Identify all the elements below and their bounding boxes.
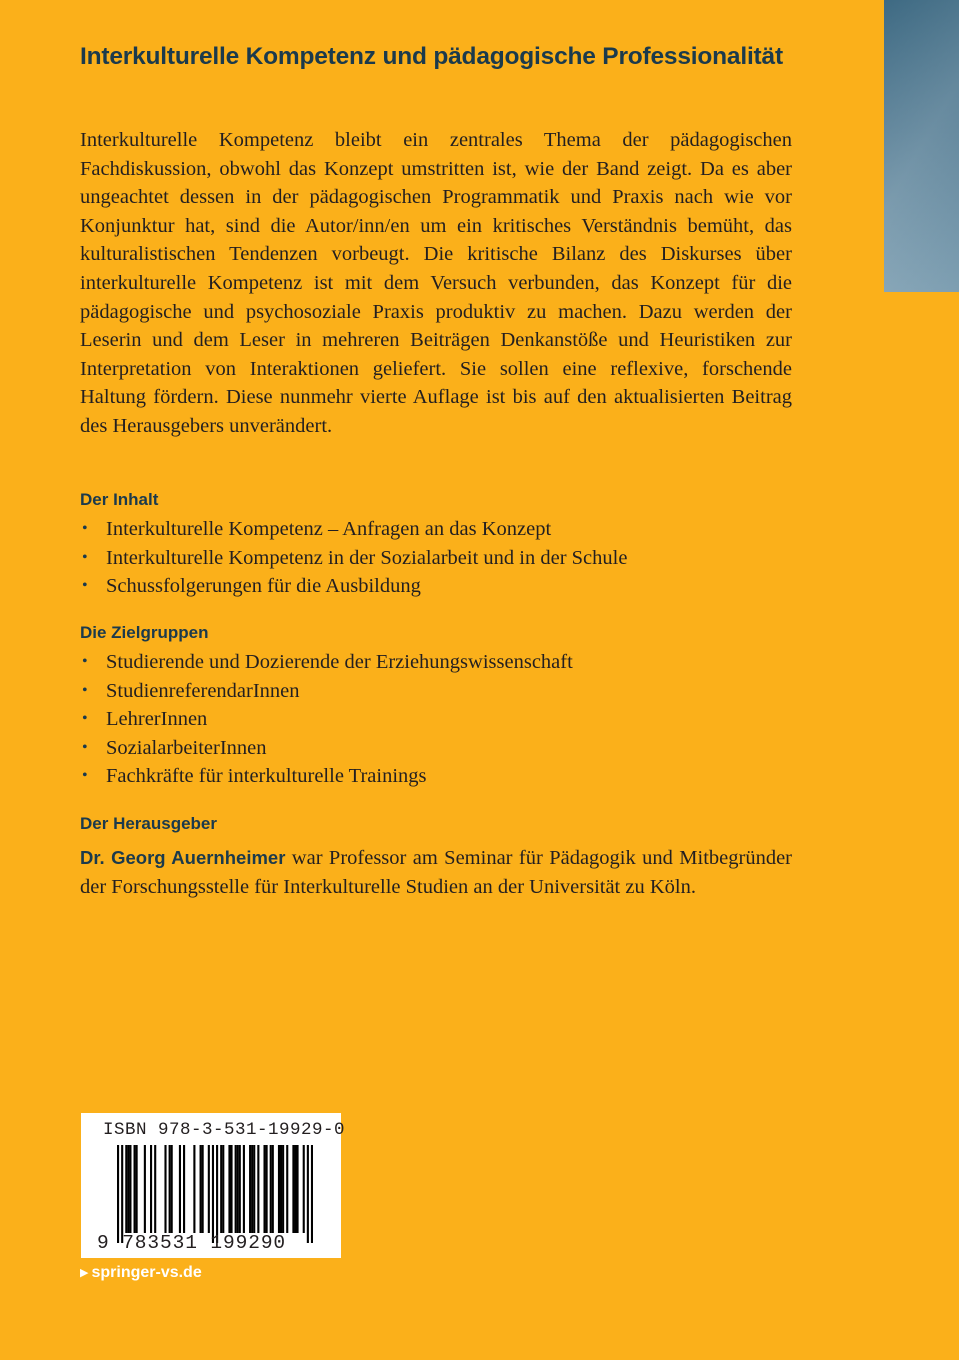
editor-bio-text: war Professor am Seminar für Pädagogik und Mitbegründer der Forschungsstelle für Interkulturelle Studien an der Universität zu Köln. — [80, 847, 792, 898]
barcode-bar — [164, 1145, 166, 1233]
contents-list — [80, 515, 627, 601]
barcode-bar — [278, 1145, 280, 1233]
website-text: springer-vs.de — [91, 1264, 202, 1281]
list-item — [80, 762, 573, 791]
list-item-text: Interkulturelle Kompetenz – Anfragen an das Konzept — [106, 518, 552, 540]
barcode-bar — [272, 1145, 274, 1233]
bullet-icon: • — [82, 520, 88, 537]
list-item-text: Fachkräfte für interkulturelle Trainings — [106, 765, 427, 788]
barcode-bar — [150, 1145, 152, 1233]
barcode-bar — [171, 1145, 173, 1233]
list-item-text: SozialarbeiterInnen — [106, 736, 267, 759]
barcode-bar — [237, 1145, 239, 1233]
editor-bio — [80, 844, 792, 901]
barcode-bar — [270, 1145, 272, 1233]
barcode-bar — [193, 1145, 195, 1233]
bullet-icon: • — [82, 548, 88, 566]
bullet-icon: • — [82, 710, 88, 728]
contents-heading: Der Inhalt — [80, 490, 159, 509]
list-item — [80, 705, 573, 734]
list-item — [80, 648, 573, 677]
barcode-digits: 9 783531 199290 — [97, 1232, 287, 1254]
list-item-text: LehrerInnen — [106, 708, 208, 731]
barcode-bar — [169, 1145, 171, 1233]
list-item — [80, 734, 573, 763]
barcode-bar — [220, 1145, 222, 1233]
barcode-bar — [228, 1145, 230, 1233]
list-item — [80, 544, 627, 573]
barcode-bar — [296, 1145, 298, 1233]
list-item-text: Schussfolgerungen für die Ausbildung — [106, 575, 421, 598]
barcode-bar — [257, 1145, 259, 1233]
bullet-icon: • — [82, 681, 88, 699]
barcode-bar — [144, 1145, 146, 1233]
corner-color-band — [884, 0, 959, 292]
list-item — [80, 572, 627, 601]
barcode-bar — [303, 1145, 305, 1233]
isbn-barcode-box — [81, 1113, 346, 1258]
barcode-icon — [117, 1145, 313, 1243]
bullet-icon: • — [82, 738, 88, 756]
bullet-icon: • — [82, 577, 88, 595]
arrow-right-icon: ▶ — [80, 1267, 89, 1279]
barcode-bar — [286, 1145, 288, 1233]
barcode-bar — [183, 1145, 185, 1233]
barcode-bar — [136, 1145, 138, 1233]
barcode-bar — [263, 1145, 265, 1233]
barcode-bar — [222, 1145, 224, 1233]
barcode-bar — [212, 1145, 214, 1243]
barcode-bar — [129, 1145, 131, 1233]
barcode-bar — [292, 1145, 294, 1233]
editor-name: Dr. Georg Auernheimer — [80, 847, 286, 868]
barcode-bar — [235, 1145, 237, 1233]
barcode-bar — [282, 1145, 284, 1233]
list-item — [80, 677, 573, 706]
publisher-website[interactable] — [80, 1262, 202, 1284]
barcode-bar — [179, 1145, 181, 1233]
corner-band-shine — [884, 0, 959, 292]
barcode-bar — [117, 1145, 119, 1243]
barcode-bar — [249, 1145, 251, 1233]
target-groups-list — [80, 648, 573, 791]
barcode-bar — [208, 1145, 210, 1233]
book-title: Interkulturelle Kompetenz und pädagogische Professionalität — [80, 43, 783, 70]
book-description: Interkulturelle Kompetenz bleibt ein zentrales Thema der pädagogischen Fachdiskussion, obwohl das Konzept umstritten ist, wie der Band zeigt. Da es aber ungeachtet dessen in der pädagogischen Programmatik und Praxis nach wie vor Konjunktur hat, sind die Autor/inn/en um ein kritisches Verständnis bemüht, das kulturalistischen Tendenzen vorbeugt. Die kritische Bilanz des Diskurses über interkulturelle Kompetenz ist mit dem Versuch verbunden, das Konzept für die pädagogische und psychosoziale Praxis produktiv zu machen. Dazu werden der Leserin und dem Leser in mehreren Beiträgen Denkanstöße und Heuristiken zur Interpretation von Interaktionen geliefert. Sie sollen eine reflexive, forschende Haltung fördern. Diese nunmehr vierte Auflage ist bis auf den aktualisierten Beitrag des Herausgebers unverändert. — [80, 129, 792, 437]
barcode-bar — [266, 1145, 268, 1233]
barcode-bar — [127, 1145, 129, 1233]
isbn-label: ISBN 978-3-531-19929-0 — [103, 1120, 346, 1140]
barcode-bar — [154, 1145, 156, 1233]
barcode-bar — [200, 1145, 202, 1233]
list-item-text: Studierende und Dozierende der Erziehungswissenschaft — [106, 651, 573, 673]
barcode-bar — [311, 1145, 313, 1243]
barcode-bar — [134, 1145, 136, 1233]
list-item — [80, 515, 627, 544]
barcode-bar — [125, 1145, 127, 1233]
barcode-bar — [253, 1145, 255, 1233]
barcode-bar — [307, 1145, 309, 1243]
barcode-bar — [294, 1145, 296, 1233]
list-item-text: Interkulturelle Kompetenz in der Sozialarbeit und in der Schule — [106, 546, 628, 569]
bullet-icon: • — [82, 653, 88, 670]
barcode-bar — [280, 1145, 282, 1233]
barcode-bar — [121, 1145, 123, 1243]
barcode-bar — [202, 1145, 204, 1233]
list-item-text: StudienreferendarInnen — [106, 679, 300, 702]
barcode-bar — [230, 1145, 232, 1233]
barcode-bar — [216, 1145, 218, 1243]
bullet-icon: • — [82, 767, 88, 785]
barcode-bar — [243, 1145, 245, 1233]
barcode-bar — [251, 1145, 253, 1233]
barcode-bar — [239, 1145, 241, 1233]
editor-heading: Der Herausgeber — [80, 814, 218, 833]
target-groups-heading: Die Zielgruppen — [80, 623, 209, 642]
